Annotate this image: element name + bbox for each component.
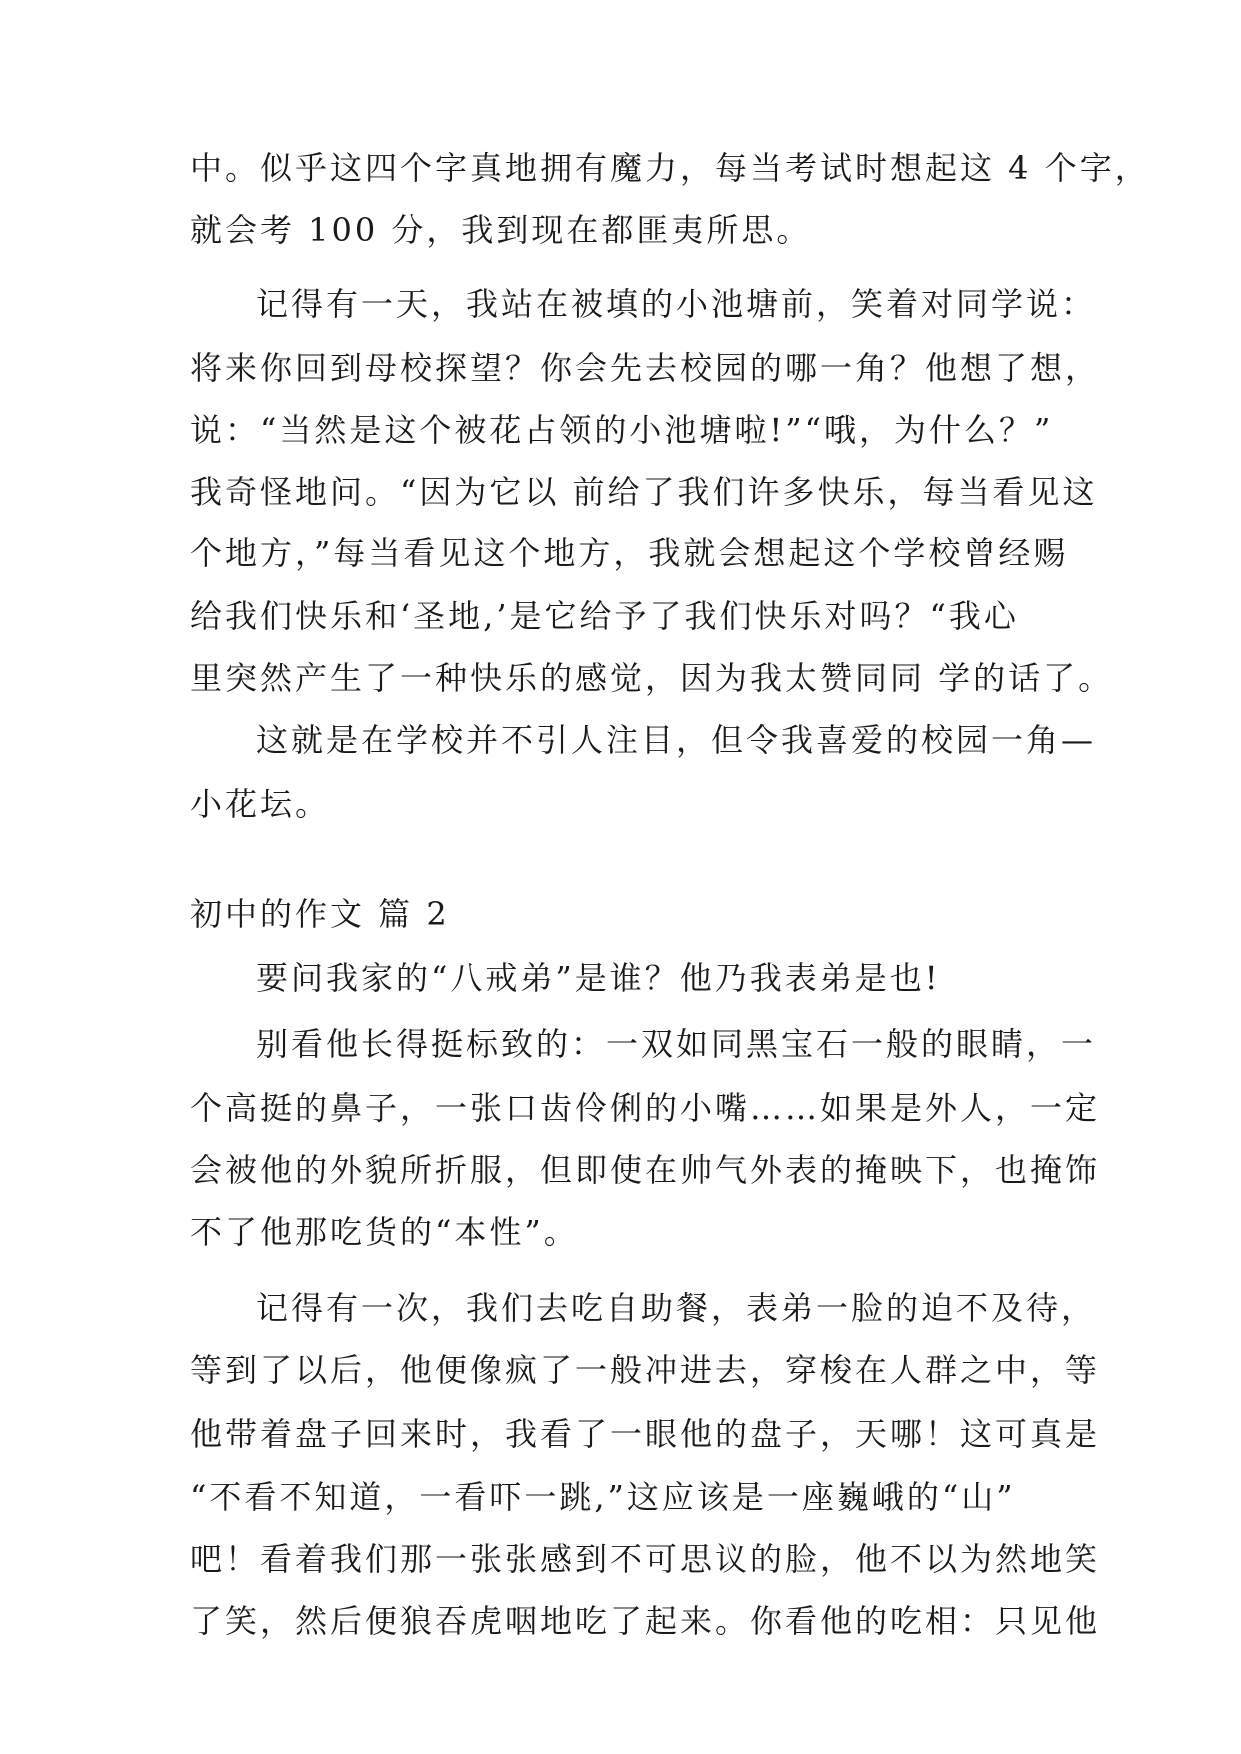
paragraph-start-line: 要问我家的“八戒弟”是谁？他乃我表弟是也! bbox=[256, 959, 941, 997]
text-line: “不看不知道，一看吓一跳,”这应该是一座巍峨的“山” bbox=[190, 1478, 1016, 1516]
section-heading: 初中的作文 篇 2 bbox=[190, 895, 450, 933]
text-line: 个高挺的鼻子，一张口齿伶俐的小嘴……如果是外人，一定 bbox=[190, 1089, 1101, 1127]
text-line: 会被他的外貌所折服，但即使在帅气外表的掩映下，也掩饰 bbox=[190, 1151, 1101, 1189]
text-line: 说：“当然是这个被花占领的小池塘啦!”“哦，为什么？” bbox=[190, 411, 1054, 449]
text-line: 个地方，”每当看见这个地方，我就会想起这个学校曾经赐 bbox=[190, 534, 1069, 572]
paragraph-start-line: 记得有一天，我站在被填的小池塘前，笑着对同学说： bbox=[256, 285, 1097, 323]
text-line: 等到了以后，他便像疯了一般冲进去，穿梭在人群之中，等 bbox=[190, 1351, 1101, 1389]
text-line: 中。似乎这四个字真地拥有魔力，每当考试时想起这 4 个字， bbox=[190, 149, 1150, 187]
text-line: 给我们快乐和‘圣地,’是它给予了我们快乐对吗？“我心 bbox=[190, 597, 1019, 635]
text-line: 吧！看着我们那一张张感到不可思议的脸，他不以为然地笑 bbox=[190, 1540, 1101, 1578]
text-line: 将来你回到母校探望？你会先去校园的哪一角？他想了想， bbox=[190, 349, 1101, 387]
text-line: 了笑，然后便狼吞虎咽地吃了起来。你看他的吃相：只见他 bbox=[190, 1602, 1101, 1640]
paragraph-start-line: 这就是在学校并不引人注目，但令我喜爱的校园一角— bbox=[256, 721, 1097, 759]
text-line: 他带着盘子回来时，我看了一眼他的盘子，天哪！这可真是 bbox=[190, 1415, 1101, 1453]
paragraph-start-line: 别看他长得挺标致的：一双如同黑宝石一般的眼睛，一 bbox=[256, 1025, 1097, 1063]
paragraph-start-line: 记得有一次，我们去吃自助餐，表弟一脸的迫不及待， bbox=[256, 1289, 1097, 1327]
text-line: 里突然产生了一种快乐的感觉，因为我太赞同同 学的话了。 bbox=[190, 659, 1114, 697]
text-line: 我奇怪地问。“因为它以 前给了我们许多快乐，每当看见这 bbox=[190, 473, 1098, 511]
text-line: 就会考 100 分，我到现在都匪夷所思。 bbox=[190, 211, 812, 249]
text-line: 小花坛。 bbox=[190, 785, 331, 823]
text-line: 不了他那吃货的“本性”。 bbox=[190, 1213, 579, 1251]
